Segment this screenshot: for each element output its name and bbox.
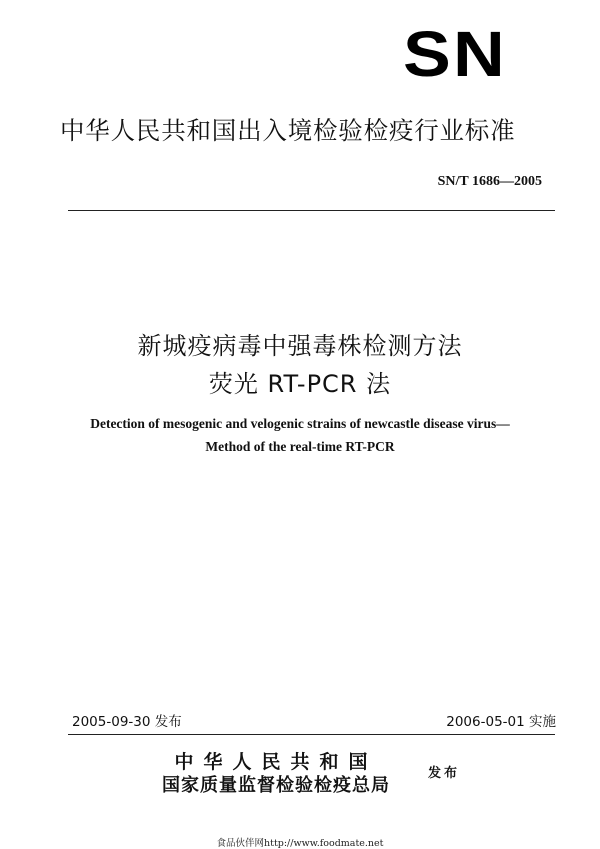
chinese-title-line-1: 新城疫病毒中强毒株检测方法 bbox=[137, 332, 463, 360]
issuer-action: 发布 bbox=[428, 766, 461, 781]
english-title-line-2: Method of the real-time RT-PCR bbox=[205, 439, 395, 454]
issuer-agency: 国家质量监督检验检疫总局 bbox=[162, 775, 390, 796]
standard-category-title: 中华人民共和国出入境检验检疫行业标准 bbox=[60, 116, 516, 145]
header-divider bbox=[68, 210, 555, 211]
issuer-country: 中华人民共和国 bbox=[174, 751, 378, 773]
footer-watermark: 食品伙伴网http://www.foodmate.net bbox=[216, 838, 384, 849]
effective-date: 2006-05-01 实施 bbox=[446, 714, 556, 730]
dates-divider bbox=[68, 734, 555, 735]
issue-date: 2005-09-30 发布 bbox=[72, 714, 182, 730]
sn-logo: SN bbox=[403, 18, 508, 90]
english-title-line-1: Detection of mesogenic and velogenic strains of newcastle disease virus— bbox=[90, 416, 510, 431]
chinese-title-line-2: 荧光 RT-PCR 法 bbox=[208, 370, 392, 398]
standard-number: SN/T 1686—2005 bbox=[437, 174, 542, 189]
